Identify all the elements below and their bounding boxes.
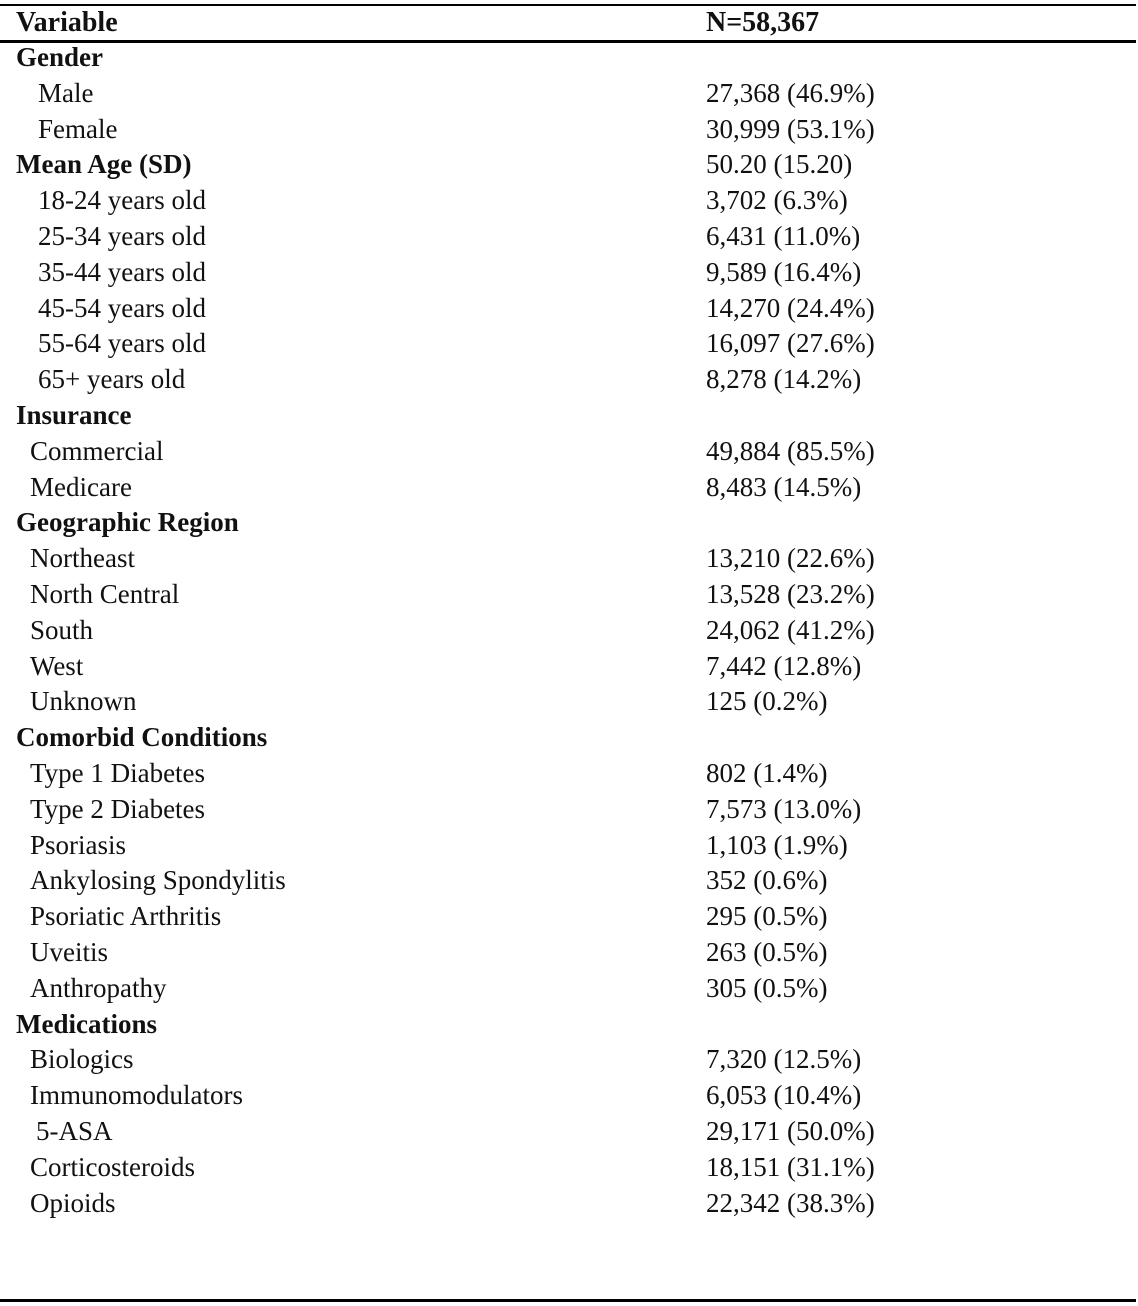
row-value: 352 (0.6%) xyxy=(706,865,828,896)
row-label: Gender xyxy=(16,42,103,72)
row-label: Male xyxy=(38,77,94,108)
row-value: 8,278 (14.2%) xyxy=(706,364,862,395)
table-row xyxy=(0,326,1136,362)
table-row xyxy=(0,1186,1136,1222)
table-header-row xyxy=(0,6,1136,40)
table-row xyxy=(0,649,1136,685)
column-header-n: N=58,367 xyxy=(706,7,820,38)
section-header-row xyxy=(0,40,1136,76)
table-row xyxy=(0,935,1136,971)
section-header-row xyxy=(0,505,1136,541)
row-value: 263 (0.5%) xyxy=(706,936,828,967)
row-value: 7,320 (12.5%) xyxy=(706,1044,862,1075)
table-row xyxy=(0,613,1136,649)
table-row xyxy=(0,1042,1136,1078)
row-label: Type 1 Diabetes xyxy=(30,757,206,788)
table-row xyxy=(0,828,1136,864)
table-row xyxy=(0,1114,1136,1150)
row-value: 18,151 (31.1%) xyxy=(706,1151,875,1182)
table-body xyxy=(0,40,1136,1221)
row-value: 305 (0.5%) xyxy=(706,972,828,1003)
row-value: 29,171 (50.0%) xyxy=(706,1115,875,1146)
row-label: Biologics xyxy=(30,1044,134,1075)
table-row xyxy=(0,76,1136,112)
row-value: 6,053 (10.4%) xyxy=(706,1080,862,1111)
table-row xyxy=(0,971,1136,1007)
row-label: Female xyxy=(38,113,118,144)
table-row xyxy=(0,183,1136,219)
row-value: 22,342 (38.3%) xyxy=(706,1187,875,1218)
table-row xyxy=(0,863,1136,899)
table-row xyxy=(0,255,1136,291)
row-label: Geographic Region xyxy=(16,507,239,538)
table-row xyxy=(0,112,1136,148)
row-value: 295 (0.5%) xyxy=(706,901,828,932)
row-label: Unknown xyxy=(30,686,137,717)
section-header-row xyxy=(0,1007,1136,1043)
row-label: Comorbid Conditions xyxy=(16,722,268,753)
row-value: 9,589 (16.4%) xyxy=(706,256,862,287)
table-row xyxy=(0,470,1136,506)
row-label: Anthropathy xyxy=(30,972,167,1003)
column-header-variable: Variable xyxy=(16,7,118,38)
row-label: Psoriatic Arthritis xyxy=(30,901,222,932)
table-row xyxy=(0,434,1136,470)
row-value: 7,573 (13.0%) xyxy=(706,793,862,824)
row-label: Medications xyxy=(16,1008,157,1039)
table-row xyxy=(0,362,1136,398)
row-label: Insurance xyxy=(16,399,132,430)
section-header-row xyxy=(0,398,1136,434)
row-value: 7,442 (12.8%) xyxy=(706,650,862,681)
table-row xyxy=(0,541,1136,577)
row-label: Opioids xyxy=(30,1187,116,1218)
table-row xyxy=(0,1078,1136,1114)
table-row xyxy=(0,899,1136,935)
row-label: 35-44 years old xyxy=(38,256,206,287)
section-header-row xyxy=(0,720,1136,756)
row-value: 6,431 (11.0%) xyxy=(706,220,861,251)
table-row xyxy=(0,291,1136,327)
table-row xyxy=(0,684,1136,720)
row-value: 16,097 (27.6%) xyxy=(706,328,875,359)
row-value: 13,528 (23.2%) xyxy=(706,578,875,609)
row-label: 55-64 years old xyxy=(38,328,206,359)
row-label: 18-24 years old xyxy=(38,185,206,216)
row-label: 5-ASA xyxy=(36,1115,113,1146)
row-value: 13,210 (22.6%) xyxy=(706,543,875,574)
row-label: Psoriasis xyxy=(30,829,127,860)
table-row xyxy=(0,756,1136,792)
row-value: 3,702 (6.3%) xyxy=(706,185,848,216)
table-row xyxy=(0,792,1136,828)
row-label: Medicare xyxy=(30,471,132,502)
row-label: South xyxy=(30,614,94,645)
row-label: Type 2 Diabetes xyxy=(30,793,206,824)
row-label: Mean Age (SD) xyxy=(16,149,192,180)
row-value: 1,103 (1.9%) xyxy=(706,829,848,860)
row-value: 50.20 (15.20) xyxy=(706,149,853,180)
row-label: North Central xyxy=(30,578,180,609)
row-label: 65+ years old xyxy=(38,364,186,395)
row-label: Northeast xyxy=(30,543,135,574)
row-value: 802 (1.4%) xyxy=(706,757,828,788)
row-value: 8,483 (14.5%) xyxy=(706,471,862,502)
row-label: West xyxy=(30,650,84,681)
row-value: 125 (0.2%) xyxy=(706,686,828,717)
row-value: 30,999 (53.1%) xyxy=(706,113,875,144)
row-value: 24,062 (41.2%) xyxy=(706,614,875,645)
table-row xyxy=(0,1150,1136,1186)
row-label: Uveitis xyxy=(30,936,108,967)
table-bottom-rule xyxy=(0,1299,1136,1302)
table-row xyxy=(0,219,1136,255)
row-value: 49,884 (85.5%) xyxy=(706,435,875,466)
row-label: 25-34 years old xyxy=(38,220,206,251)
row-label: 45-54 years old xyxy=(38,292,206,323)
table-row xyxy=(0,577,1136,613)
row-label: Commercial xyxy=(30,435,164,466)
row-label: Corticosteroids xyxy=(30,1151,195,1182)
row-value: 27,368 (46.9%) xyxy=(706,77,875,108)
row-label: Immunomodulators xyxy=(30,1080,243,1111)
row-value: 14,270 (24.4%) xyxy=(706,292,875,323)
row-label: Ankylosing Spondylitis xyxy=(30,865,286,896)
section-header-row xyxy=(0,147,1136,183)
